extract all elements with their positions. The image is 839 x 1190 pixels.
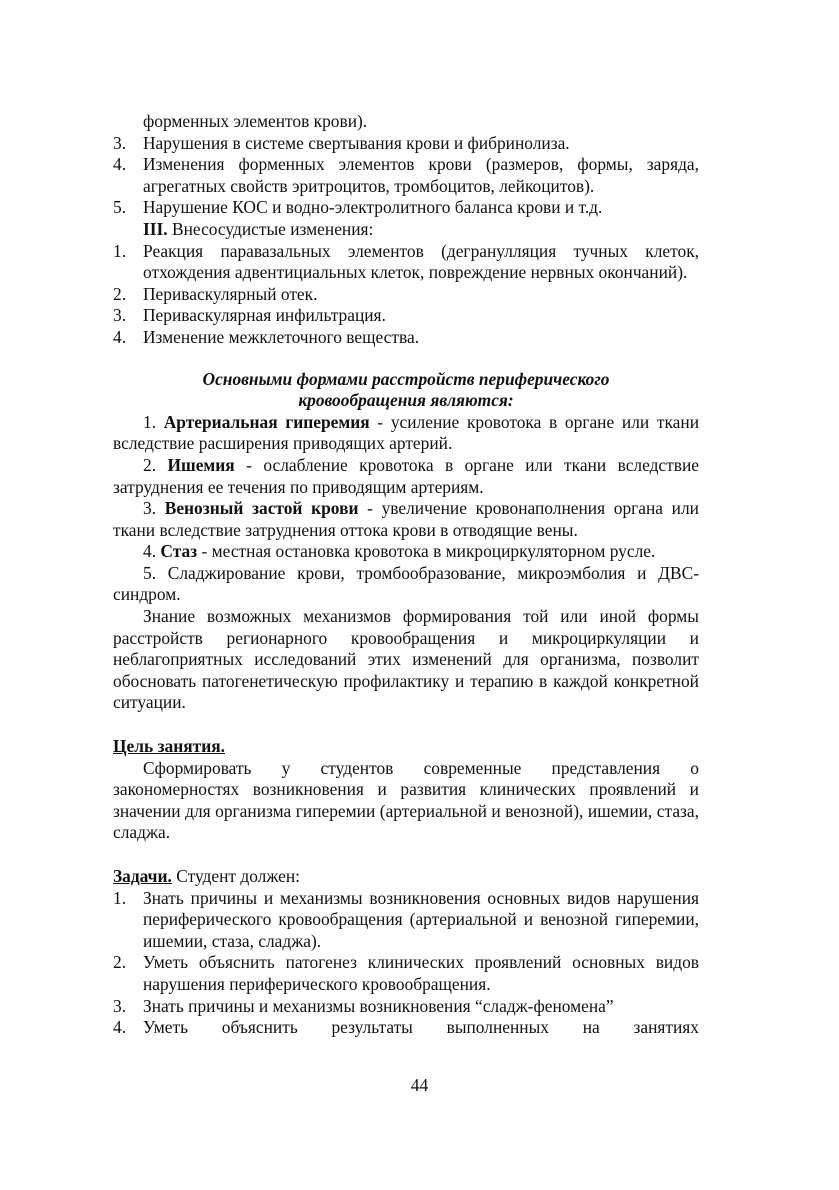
form-description: - местная остановка кровотока в микроциркуляторном русле.: [197, 541, 656, 562]
list-item: [113, 1017, 699, 1039]
list-text: Реакция паравазальных элементов (дегранулляция тучных клеток, отхождения адвентициальных клеток, повреждение нервных окончаний).: [143, 240, 699, 283]
list-text: Изменение межклеточного вещества.: [143, 326, 420, 347]
list-text: Уметь объяснить патогенез клинических проявлений основных видов нарушения периферического кровообращения.: [143, 952, 699, 994]
form-number: 1.: [143, 411, 157, 432]
tasks-list: [113, 888, 699, 1039]
continuation-line: форменных элементов крови).: [143, 111, 368, 131]
form-item: [113, 412, 699, 455]
form-term: Артериальная гиперемия: [163, 411, 370, 432]
list-text: Изменения форменных элементов крови (размеров, формы, заряда, агрегатных свойств эритроцитов, тромбоцитов, лейкоцитов).: [143, 154, 699, 196]
list-number: 4.: [113, 326, 127, 347]
extravascular-list: [113, 241, 699, 349]
list-item: [113, 996, 699, 1018]
list-text: Знать причины и механизмы возникновения основных видов нарушения периферического кровообращения (артериальной и венозной гиперемии, ишемии, стаза, сладжа).: [143, 887, 699, 951]
list-item: [113, 952, 699, 995]
form-description: - усиление кровотока в органе или ткани вследствие расширения приводящих артерий.: [113, 411, 699, 454]
list-item: [113, 197, 699, 219]
section-title: Внесосудистые изменения:: [172, 218, 374, 239]
tasks-intro: Студент должен:: [171, 866, 301, 886]
list-item: [113, 284, 699, 306]
tasks-heading: [113, 866, 699, 888]
list-number: 2.: [113, 283, 127, 304]
list-number: 3.: [113, 132, 127, 153]
list-number: 3.: [113, 305, 127, 326]
knowledge-paragraph: Знание возможных механизмов формирования той или иной формы расстройств регионарного кровообращения и микроциркуляции и неблагоприятных исследований этих изменений для организма, позволит обосновать патогенетическую профилактику и терапию в каждой конкретной ситуации.: [113, 606, 699, 713]
form-description: - ослабление кровотока в органе или ткани вследствие затруднения ее течения по приводящим артериям.: [113, 454, 699, 497]
tasks-label: Задачи.: [113, 866, 172, 886]
form-term: Венозный застой крови: [164, 498, 359, 519]
blood-changes-list: [113, 133, 699, 219]
form-description: - увеличение кровонаполнения органа или ткани вследствие затруднения оттока крови в отводящие вены.: [113, 498, 699, 540]
form-term: Стаз: [160, 541, 198, 562]
list-item: [113, 327, 699, 349]
list-text: Нарушения в системе свертывания крови и фибринолиза.: [143, 132, 570, 153]
list-number: 3.: [113, 995, 127, 1016]
list-text: Знать причины и механизмы возникновения “сладж-феномена”: [143, 995, 614, 1016]
goal-heading: Цель занятия.: [113, 736, 225, 757]
form-item: [113, 455, 699, 498]
forms-heading-line2: кровообращения являются:: [298, 390, 514, 411]
section-roman: III.: [143, 218, 168, 239]
list-item: [113, 133, 699, 155]
list-text: Периваскулярная инфильтрация.: [143, 305, 386, 326]
form-item: [113, 563, 699, 606]
form-number: 4.: [143, 541, 157, 562]
section-heading: [113, 219, 699, 241]
list-item: [113, 154, 699, 197]
list-item: [113, 305, 699, 327]
goal-label: [113, 736, 699, 758]
forms-heading-line1: Основными формами расстройств периферического: [202, 368, 610, 389]
form-term: Ишемия: [167, 454, 235, 475]
document-page: [113, 111, 699, 1039]
form-number: 3.: [143, 498, 157, 519]
goal-text: Сформировать у студентов современные представления о закономерностях возникновения и развития клинических проявлений и значении для организма гиперемии (артериальной и венозной), ишемии, стаза, сладжа.: [113, 757, 699, 843]
list-number: 4.: [113, 154, 127, 175]
list-item: [113, 241, 699, 284]
form-item: [113, 541, 699, 563]
list-text: Нарушение КОС и водно-электролитного баланса крови и т.д.: [143, 197, 603, 218]
form-number: 5.: [143, 562, 157, 583]
list-text: Уметь объяснить результаты выполненных на занятиях: [143, 1017, 699, 1038]
list-number: 4.: [113, 1017, 127, 1038]
list-number: 1.: [113, 240, 127, 261]
list-number: 2.: [113, 952, 127, 973]
list-number: 5.: [113, 197, 127, 218]
page-number: 44: [410, 1075, 429, 1095]
form-description: Сладжирование крови, тромбообразование, микроэмболия и ДВС-синдром.: [113, 562, 699, 605]
list-text: Периваскулярный отек.: [143, 283, 318, 304]
list-number: 1.: [113, 887, 127, 908]
list-item: [113, 888, 699, 953]
form-number: 2.: [143, 454, 157, 475]
form-item: [113, 498, 699, 541]
